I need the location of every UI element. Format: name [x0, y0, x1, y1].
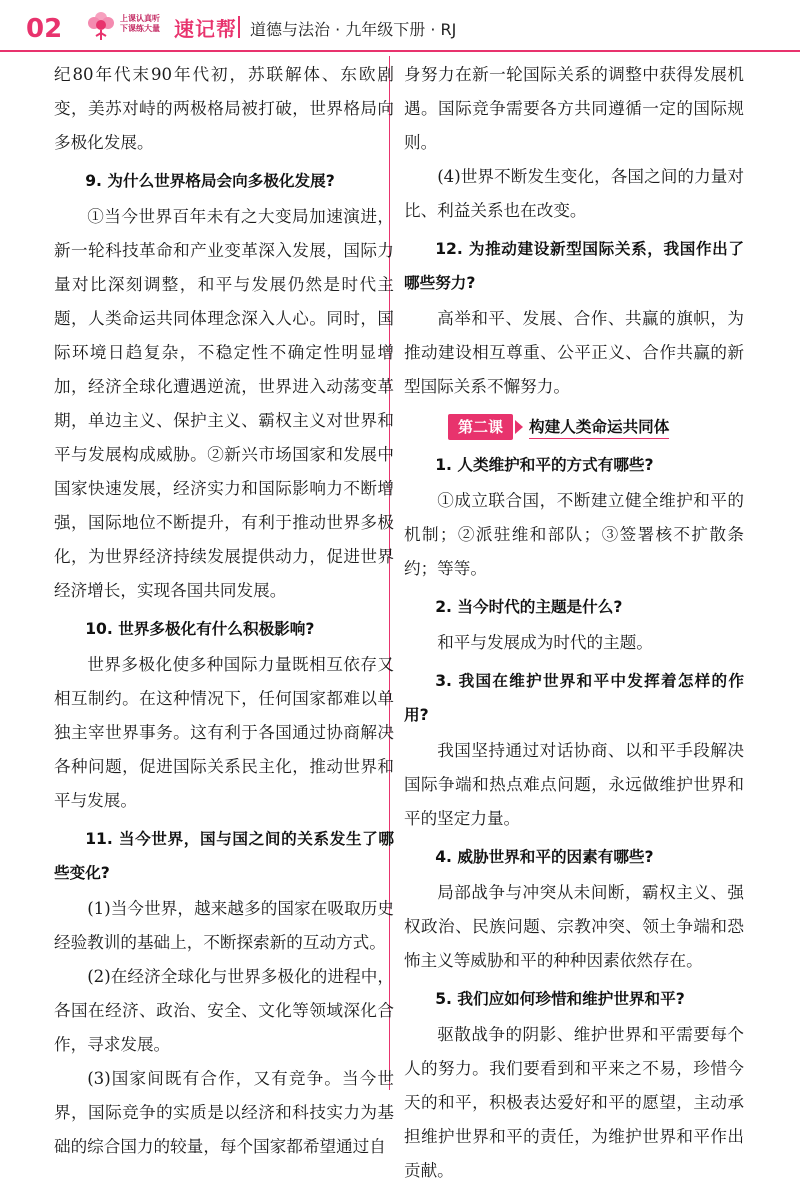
brand-name: 速记帮: [174, 17, 237, 41]
answer-paragraph: (2)在经济全球化与世界多极化的进程中，各国在经济、政治、安全、文化等领域深化合作，寻求发展。: [54, 967, 394, 1054]
answer-paragraph: ①当今世界百年未有之大变局加速演进，新一轮科技革命和产业变革深入发展，国际力量对比深刻调整，和平与发展仍然是时代主题，人类命运共同体理念深入人心。同时，国际环境日趋复杂，不稳定性不确定性明显增加，经济全球化遭遇逆流，世界进入动荡变革期，单边主义、保护主义、霸权主义对世界和平与发展构成威胁。②新兴市场国家和发展中国家快速发展，经济实力和国际影响力不断增强，国际地位不断提升，有利于推动世界多极化，为世界经济持续发展提供动力，促进世界经济增长，实现各国共同发展。: [54, 207, 394, 600]
lesson-title: 构建人类命运共同体: [529, 416, 669, 439]
answer-paragraph: 局部战争与冲突从未间断，霸权主义、强权政治、民族问题、宗教冲突、领土争端和恐怖主义等威胁和平的种种因素依然存在。: [404, 883, 744, 970]
arrow-icon: [515, 420, 523, 434]
question-heading: 1. 人类维护和平的方式有哪些?: [435, 456, 654, 474]
answer-paragraph: 身努力在新一轮国际关系的调整中获得发展机遇。国际竞争需要各方共同遵循一定的国际规则。: [404, 65, 744, 152]
answer-paragraph: 我国坚持通过对话协商、以和平手段解决国际争端和热点难点问题，永远做维护世界和平的坚定力量。: [404, 741, 744, 828]
tagline: 上课认真听 下课练大量: [120, 14, 160, 33]
page-header: [0, 0, 800, 56]
answer-paragraph: 世界多极化使多种国际力量既相互依存又相互制约。在这种情况下，任何国家都难以单独主宰世界事务。这有利于各国通过协商解决各种问题，促进国际关系民主化，推动世界和平与发展。: [54, 655, 394, 810]
question-heading: 11. 当今世界，国与国之间的关系发生了哪些变化?: [54, 830, 394, 882]
question-heading: 12. 为推动建设新型国际关系，我国作出了哪些努力?: [404, 240, 744, 292]
header-separator: [238, 16, 240, 38]
question-heading: 10. 世界多极化有什么积极影响?: [85, 620, 315, 638]
question-heading: 3. 我国在维护世界和平中发挥着怎样的作用?: [404, 672, 744, 724]
header-rule: [0, 50, 800, 52]
answer-paragraph: ①成立联合国，不断建立健全维护和平的机制；②派驻维和部队；③签署核不扩散条约；等等。: [404, 491, 744, 578]
answer-paragraph: (3)国家间既有合作，又有竞争。当今世界，国际竞争的实质是以经济和科技实力为基础的综合国力的较量，每个国家都希望通过自: [54, 1069, 394, 1156]
question-heading: 5. 我们应如何珍惜和维护世界和平?: [435, 990, 685, 1008]
answer-paragraph: 驱散战争的阴影、维护世界和平需要每个人的努力。我们要看到和平来之不易，珍惜今天的和平，积极表达爱好和平的愿望，主动承担维护世界和平的责任，为维护世界和平作出贡献。: [404, 1025, 744, 1180]
page-number: 02: [26, 14, 63, 44]
answer-paragraph: 和平与发展成为时代的主题。: [437, 633, 653, 652]
answer-paragraph: 高举和平、发展、合作、共赢的旗帜，为推动建设相互尊重、公平正义、合作共赢的新型国际关系不懈努力。: [404, 309, 744, 396]
answer-paragraph: (1)当今世界，越来越多的国家在吸取历史经验教训的基础上，不断探索新的互动方式。: [54, 899, 394, 952]
subject-title: 道德与法治 · 九年级下册 · RJ: [250, 20, 457, 39]
right-column: [404, 58, 744, 1188]
question-heading: 9. 为什么世界格局会向多极化发展?: [85, 172, 335, 190]
lesson-tag: 第二课: [448, 414, 513, 440]
question-heading: 2. 当今时代的主题是什么?: [435, 598, 623, 616]
question-heading: 4. 威胁世界和平的因素有哪些?: [435, 848, 654, 866]
flower-logo-icon: [84, 8, 118, 42]
left-column: [54, 58, 394, 1164]
answer-paragraph: 纪80年代末90年代初，苏联解体、东欧剧变，美苏对峙的两极格局被打破，世界格局向多极化发展。: [54, 65, 394, 152]
lesson-heading: [404, 410, 744, 444]
answer-paragraph: (4)世界不断发生变化，各国之间的力量对比、利益关系也在改变。: [404, 167, 744, 220]
